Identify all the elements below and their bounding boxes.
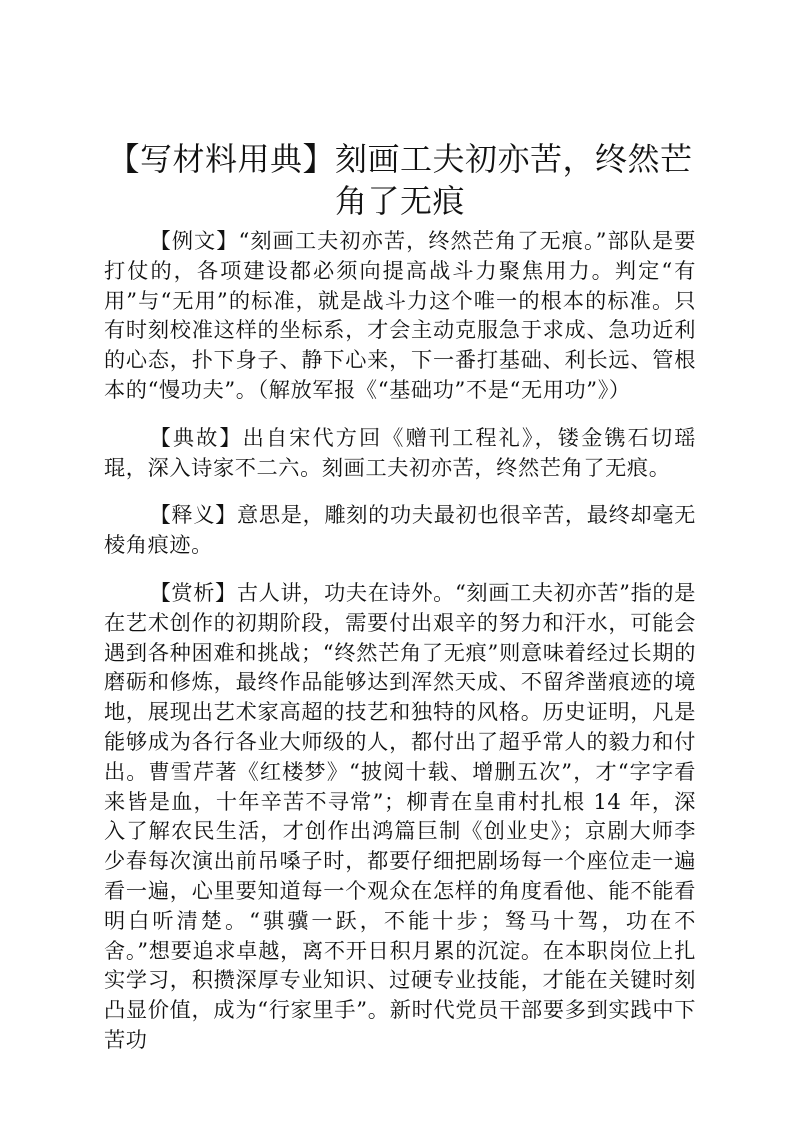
paragraph-appreciation [104, 578, 696, 1055]
paragraph-meaning [104, 500, 696, 560]
paragraph-label: 【赏析】 [149, 579, 237, 605]
paragraph-text: 出自宋代方回《赠刊工程礼》，镂金镌石切瑶琨，深入诗家不二六。刻画工夫初亦苦，终然芒角了无痕。 [104, 424, 696, 480]
paragraph-text: 古人讲，功夫在诗外。“刻画工夫初亦苦”指的是在艺术创作的初期阶段，需要付出艰辛的努力和汗水，可能会遇到各种困难和挑战；“终然芒角了无痕”则意味着经过长期的磨砺和修炼，最终作品能够达到浑然天成、不留斧凿痕迹的境地，展现出艺术家高超的技艺和独特的风格。历史证明，凡是能够成为各行各业大师级的人，都付出了超乎常人的毅力和付出。曹雪芹著《红楼梦》“披阅十载、增删五次”，才“字字看来皆是血，十年辛苦不寻常”；柳青在皇甫村扎根 14 年，深入了解农民生活，才创作出鸿篇巨制《创业史》；京剧大师李少春每次演出前吊嗓子时，都要仔细把剧场每一个座位走一遍看一遍，心里要知道每一个观众在怎样的角度看他、能不能看明白听清楚。“骐骥一跃，不能十步；驽马十驾，功在不舍。”想要追求卓越，离不开日积月累的沉淀。在本职岗位上扎实学习，积攒深厚专业知识、过硬专业技能，才能在关键时刻凸显价值，成为“行家里手”。新时代党员干部要多到实践中下苦功 [104, 579, 696, 1052]
document-title: 【写材料用典】刻画工夫初亦苦，终然芒角了无痕 [107, 140, 693, 220]
paragraph-label: 【例文】 [149, 228, 239, 253]
paragraph-label: 【典故】 [149, 424, 243, 450]
paragraph-text: 意思是，雕刻的功夫最初也很辛苦，最终却毫无棱角痕迹。 [104, 502, 696, 558]
paragraph-text: “刻画工夫初亦苦，终然芒角了无痕。”部队是要打仗的，各项建设都必须向提高战斗力聚焦用力。判定“有用”与“无用”的标准，就是战斗力这个唯一的根本的标准。只有时刻校准这样的坐标系，才会主动克服急于求成、急功近利的心态，扑下身子、静下心来，下一番打基础、利长远、管根本的“慢功夫”。（解放军报《“基础功”不是“无用功”》） [104, 228, 696, 402]
paragraph-label: 【释义】 [149, 502, 238, 528]
document-body [104, 226, 696, 1073]
paragraph-allusion [104, 423, 696, 483]
paragraph-example [104, 226, 696, 405]
